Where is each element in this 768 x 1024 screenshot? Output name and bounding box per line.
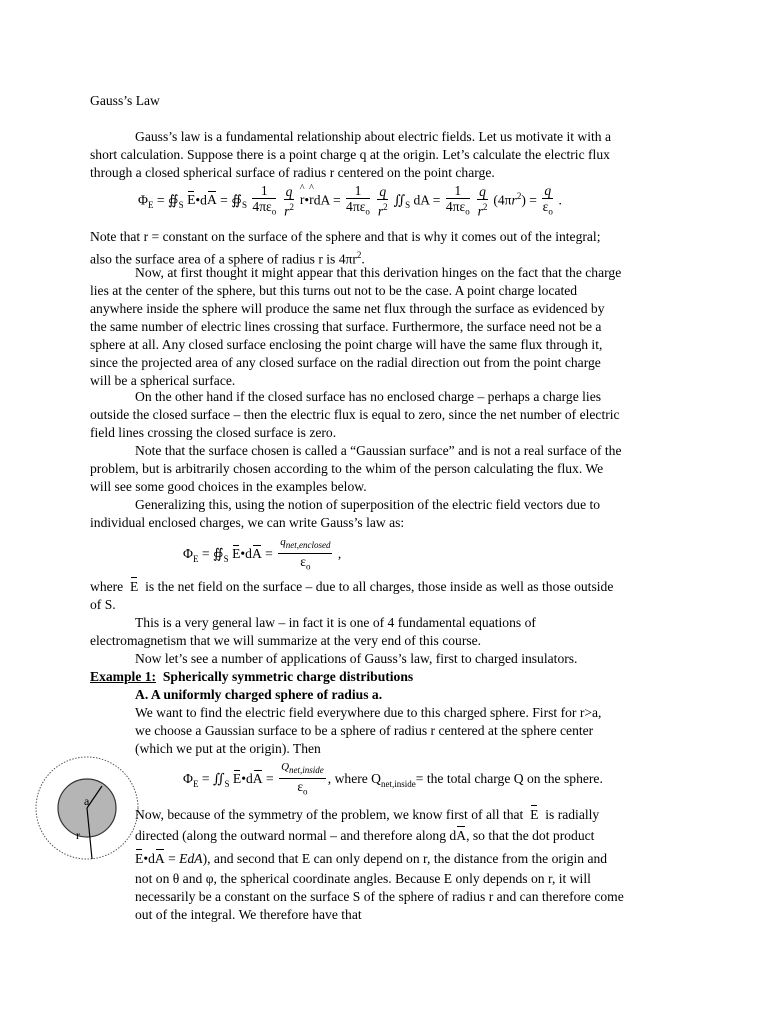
- paragraph-line: will see some good choices in the examples below.: [90, 479, 367, 494]
- paragraph-line: also the surface area of a sphere of radius r is $4\pi r^2$.: [90, 250, 365, 267]
- label-a: a: [84, 794, 90, 808]
- paragraph-line: of S.: [90, 597, 116, 612]
- example-heading: [90, 668, 413, 686]
- paragraph-line: Note that r = constant on the surface of the sphere and that is why it comes out of the integral;: [90, 229, 601, 244]
- paragraph-text: is the net field on the surface – due to all charges, those inside as well as those outside: [145, 579, 614, 594]
- paragraph-line: On the other hand if the closed surface has no enclosed charge – perhaps a charge lies: [135, 389, 602, 404]
- paragraph-text: Now, because of the symmetry of the problem, we know first of all that: [135, 807, 524, 822]
- subsection-heading: [135, 686, 382, 704]
- paragraph-line: short calculation. Suppose there is a point charge q at the origin. Let’s calculate the electric flux: [90, 147, 610, 162]
- paragraph-line: through a closed spherical surface of radius r centered on the point charge.: [90, 165, 495, 180]
- paragraph-line: Now, because of the symmetry of the problem, we know first of all that E is radially: [135, 807, 600, 822]
- example-label: Example 1:: [90, 669, 157, 684]
- paragraph-line: Gauss’s law is a fundamental relationship about electric fields. Let us motivate it with a: [135, 129, 612, 144]
- paragraph-line: out of the integral. We therefore have that: [135, 907, 362, 922]
- gauss-law-equation: $\Phi_E$ = $∯_S$ E•dA = $\frac{q_{net,enclosed}}{\varepsilon_o}$ ,: [183, 536, 342, 572]
- page-title: Gauss’s Law: [90, 93, 160, 108]
- paragraph-line: since the projected area of any closed surface on the radial direction out from the point charge: [90, 355, 601, 370]
- paragraph-line: we choose a Gaussian surface to be a sphere of radius r centered at the sphere center: [135, 723, 594, 738]
- label-r: r: [76, 828, 80, 842]
- paragraph-line: the same number of electric lines crossing that surface. Furthermore, the surface need not be a: [90, 319, 602, 334]
- paragraph-line: will be a spherical surface.: [90, 373, 236, 388]
- paragraph-line: field lines crossing the closed surface is zero.: [90, 425, 337, 440]
- paragraph-line: not on θ and φ, the spherical coordinate angles. Because E only depends on r, it will: [135, 871, 591, 886]
- paragraph-line: (which we put at the origin). Then: [135, 741, 321, 756]
- paragraph-line: sphere at all. Any closed surface enclosing the point charge will have the same flux through it,: [90, 337, 603, 352]
- equation-text: , where Q: [327, 771, 382, 787]
- paragraph-line: E•dA = EdA), and second that E can only depend on r, the distance from the origin and: [135, 851, 608, 866]
- paragraph-text: is radially: [545, 807, 600, 822]
- paragraph-text: directed (along the outward normal – and therefore along: [135, 828, 447, 843]
- paragraph-line: individual enclosed charges, we can write Gauss’s law as:: [90, 515, 405, 530]
- paragraph-line: Now let’s see a number of applications of Gauss’s law, first to charged insulators.: [135, 651, 578, 666]
- paragraph-line: lies at the center of the sphere, but this turns out not to be the case. A point charge located: [90, 283, 578, 298]
- flux-equation-sphere: $\Phi_E$ = $∬_S$ E•dA = $\frac{Q_{net,inside}}{\varepsilon_o}$ , where $Q_{net,inside}=$ the total charge Q on the sphere.: [183, 761, 603, 797]
- paragraph-line: necessarily be a constant on the surface S of the sphere of radius r and can therefore come: [135, 889, 624, 904]
- paragraph-line: Now, at first thought it might appear that this derivation hinges on the fact that the charge: [135, 265, 622, 280]
- paragraph-text: also the surface area of a sphere of radius r is 4πr: [90, 251, 357, 267]
- paragraph-line: Note that the surface chosen is called a “Gaussian surface” and is not a real surface of the: [135, 443, 622, 458]
- charged-sphere-figure: [32, 756, 142, 866]
- paragraph-line: outside the closed surface – then the electric flux is equal to zero, since the net number of electric: [90, 407, 620, 422]
- subsection-title: A. A uniformly charged sphere of radius a.: [135, 687, 383, 702]
- paragraph-line: directed (along the outward normal – and therefore along dA, so that the dot product: [135, 828, 595, 843]
- paragraph-line: electromagnetism that we will summarize at the very end of this course.: [90, 633, 482, 648]
- paragraph-line: where E is the net field on the surface – due to all charges, those inside as well as those outside: [90, 579, 614, 594]
- paragraph-text: , and second that E can only depend on r, the distance from the origin and: [207, 851, 608, 866]
- paragraph-text: where: [90, 579, 124, 594]
- paragraph-line: problem, but is arbitrarily chosen according to the whim of the person calculating the flux. We: [90, 461, 604, 476]
- paragraph-line: We want to find the electric field everywhere due to this charged sphere. First for r>a,: [135, 705, 602, 720]
- paragraph-text: , so that the dot product: [466, 828, 595, 843]
- paragraph-line: Generalizing this, using the notion of superposition of the electric field vectors due to: [135, 497, 601, 512]
- flux-equation-point-charge: $\Phi_E$ = $∯_S$ E•dA = $∯_S$ $\frac{1}{4\pi\varepsilon_o}$ $\frac{q}{r^2}$ ^ r•^ rdA = $\frac{1}{4\pi\varepsilon_o}$ $\frac{q}{r^2}$ $∬_S$ dA = $\frac{1}{4\pi\varepsilon_o}$ $\frac{q}{r^2}$ $(4\pi r^2)$ = $\frac{q}{\varepsilon_o}$ .: [138, 183, 562, 220]
- example-title: Spherically symmetric charge distributions: [162, 669, 414, 684]
- equation-subscript: net,inside: [381, 778, 416, 789]
- paragraph-line: anywhere inside the sphere will produce the same net flux through the surface as evidenced by: [90, 301, 605, 316]
- equation-text: = the total charge Q on the sphere.: [415, 771, 603, 787]
- paragraph-line: This is a very general law – in fact it is one of 4 fundamental equations of: [135, 615, 536, 630]
